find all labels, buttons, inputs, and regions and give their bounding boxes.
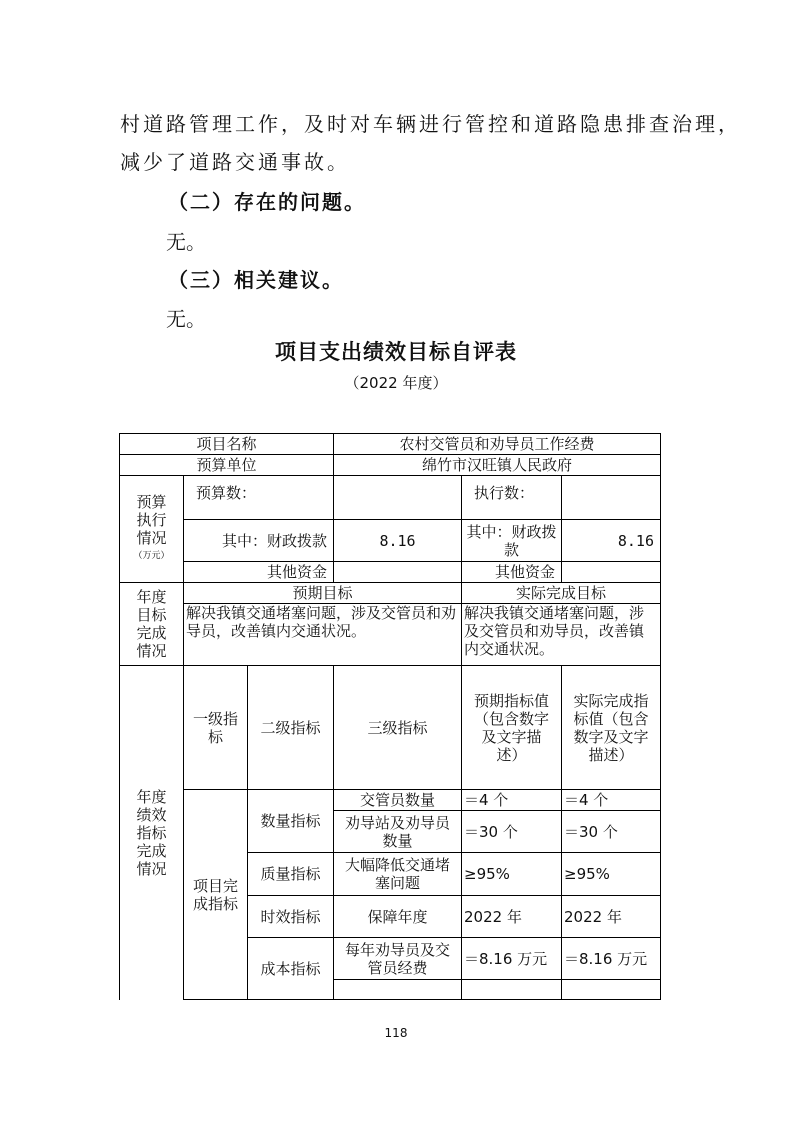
fiscal-label-2: 其中：财政拨款	[462, 520, 562, 562]
other-funds-value-1	[334, 562, 462, 583]
table-row	[120, 476, 661, 520]
row-level3	[334, 938, 462, 980]
budget-amount-value	[334, 476, 462, 520]
table-row	[120, 604, 661, 666]
col-expected-text: 预期指标值（包含数字及文字描述）	[473, 691, 549, 764]
row-expected: 2022 年	[462, 896, 562, 938]
row-expected: ≥95%	[462, 853, 562, 896]
section-heading-problems: （二）存在的问题。	[168, 190, 366, 214]
row-actual	[562, 980, 661, 1000]
table-row	[120, 520, 661, 562]
actual-goal-text: 解决我镇交通堵塞问题，涉及交管员和劝导员，改善镇内交通状况。	[462, 604, 661, 666]
annual-goal-label-cell	[120, 583, 184, 666]
budget-exec-unit: （万元）	[133, 551, 170, 561]
level1-output: 项目完成指标	[192, 876, 238, 913]
col-level1-text: 一级指标	[192, 709, 238, 746]
table-row	[120, 583, 661, 604]
table-row	[120, 562, 661, 583]
budget-unit-label: 预算单位	[120, 455, 334, 476]
row-expected: ＝4 个	[462, 790, 562, 811]
table-row	[120, 455, 661, 476]
row-actual: ＝30 个	[562, 811, 661, 853]
page-number: 118	[384, 1026, 408, 1040]
col-level3-header: 三级指标	[334, 666, 462, 790]
row-level2: 质量指标	[248, 853, 334, 896]
fiscal-value-2: 8.16	[562, 520, 661, 562]
expected-goal-header: 预期目标	[184, 583, 462, 604]
col-expected-header	[462, 666, 562, 790]
row-actual: 2022 年	[562, 896, 661, 938]
row-level3: 交管员数量	[334, 790, 462, 811]
row-level3	[334, 811, 462, 853]
col-level1-header	[184, 666, 248, 790]
annual-perf-label: 年度绩效指标完成情况	[136, 787, 167, 878]
budget-amount-label: 预算数：	[184, 476, 334, 520]
table-row	[120, 434, 661, 455]
project-name-value: 农村交管员和劝导员工作经费	[334, 434, 661, 455]
row-actual: ＝8.16 万元	[562, 938, 661, 980]
col-actual-header	[562, 666, 661, 790]
performance-table	[119, 433, 661, 1000]
budget-exec-label-cell	[120, 476, 184, 583]
exec-amount-value	[562, 476, 661, 520]
row-level2: 成本指标	[248, 938, 334, 1000]
annual-perf-label-cell	[120, 666, 184, 1000]
fiscal-value-1: 8.16	[334, 520, 462, 562]
budget-exec-label: 预算执行情况	[136, 493, 167, 547]
row-expected: ＝30 个	[462, 811, 562, 853]
budget-unit-value: 绵竹市汉旺镇人民政府	[334, 455, 661, 476]
fiscal-label-1: 其中：财政拨款	[184, 520, 334, 562]
col-actual-text: 实际完成指标值（包含数字及文字描述）	[573, 691, 649, 764]
row-level3: 保障年度	[334, 896, 462, 938]
row-level3-text: 每年劝导员及交管员经费	[344, 940, 450, 977]
body-line-1: 村道路管理工作，及时对车辆进行管控和道路隐患排查治理，	[120, 112, 741, 136]
table-subtitle: （2022 年度）	[344, 374, 448, 392]
row-level2: 数量指标	[248, 790, 334, 853]
table-row	[120, 790, 661, 811]
col-level2-header: 二级指标	[248, 666, 334, 790]
table-row	[120, 666, 661, 790]
problems-text: 无。	[166, 230, 206, 254]
row-level3	[334, 980, 462, 1000]
other-funds-label-2: 其他资金	[462, 562, 562, 583]
row-actual: ＝4 个	[562, 790, 661, 811]
row-level3-text: 大幅降低交通堵塞问题	[344, 856, 450, 892]
row-level3-text: 劝导站及劝导员数量	[344, 813, 450, 850]
row-level3	[334, 853, 462, 896]
exec-amount-label: 执行数：	[462, 476, 562, 520]
level1-output-cell	[184, 790, 248, 1000]
row-expected	[462, 980, 562, 1000]
table-title: 项目支出绩效目标自评表	[275, 340, 517, 364]
expected-goal-text: 解决我镇交通堵塞问题，涉及交管员和劝导员，改善镇内交通状况。	[184, 604, 462, 666]
row-expected: ＝8.16 万元	[462, 938, 562, 980]
other-funds-value-2	[562, 562, 661, 583]
row-level2: 时效指标	[248, 896, 334, 938]
other-funds-label-1: 其他资金	[184, 562, 334, 583]
project-name-label: 项目名称	[120, 434, 334, 455]
actual-goal-header: 实际完成目标	[462, 583, 661, 604]
annual-goal-label: 年度目标完成情况	[136, 588, 167, 660]
row-actual: ≥95%	[562, 853, 661, 896]
suggestions-text: 无。	[166, 307, 206, 331]
body-line-2: 减少了道路交通事故。	[120, 150, 350, 174]
section-heading-suggestions: （三）相关建议。	[168, 268, 344, 292]
